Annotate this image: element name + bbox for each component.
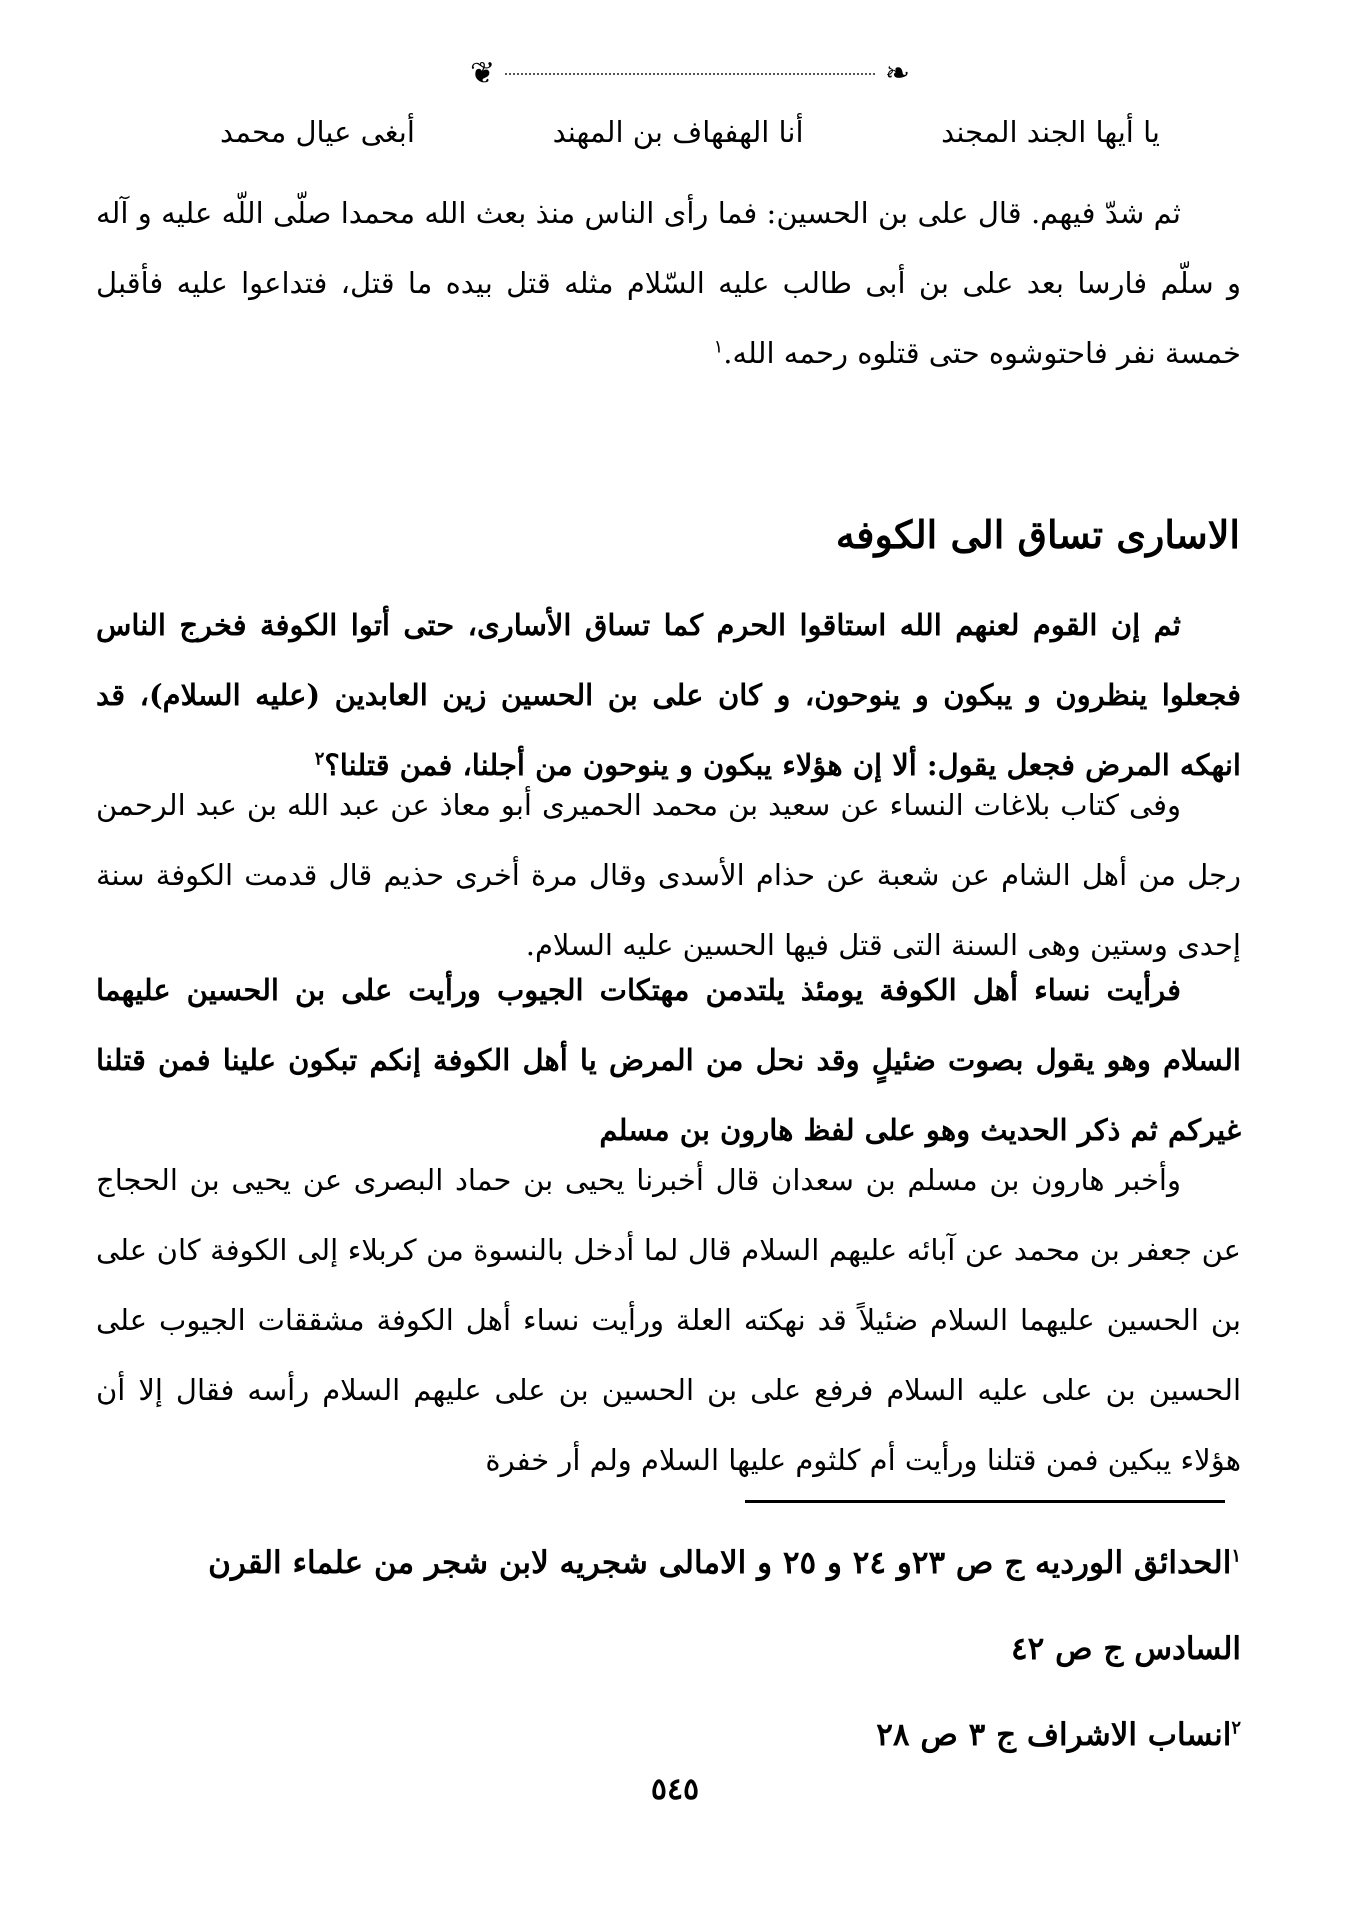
- section-paragraph-1: [96, 590, 1241, 800]
- footnote-1: [96, 1520, 1241, 1692]
- footnote-1-text: الحدائق الورديه ج ص ٢٣و ٢٤ و ٢٥ و الامالى شجريه لابن شجر من علماء القرن السادس ج ص ٤٢: [208, 1545, 1241, 1667]
- footnote-2-text: انساب الاشراف ج ٣ ص ٢٨: [876, 1717, 1232, 1753]
- intro-paragraph: [96, 178, 1241, 388]
- ornament-right-icon: ❧: [884, 56, 910, 91]
- verse-hemistich-1: يا أيها الجند المجند: [941, 115, 1160, 149]
- section-paragraph-4: وأخبر هارون بن مسلم بن سعدان قال أخبرنا يحيى بن حماد البصرى عن يحيى بن الحجاج عن جعفر بن محمد عن آبائه عليهم السلام قال لما أدخل بالنسوة من كربلاء إلى الكوفة كان على بن الحسين عليهما السلام ضئيلاً قد نهكته العلة ورأيت نساء أهل الكوفة مشققات الجيوب على الحسين بن على عليه السلام فرفع على بن الحسين بن على عليهم السلام رأسه فقال إلا أن هؤلاء يبكين فمن قتلنا ورأيت أم كلثوم عليها السلام ولم أر خفرة: [96, 1163, 1241, 1477]
- verse-hemistich-3: أبغى عيال محمد: [220, 115, 415, 149]
- intro-text: ثم شدّ فيهم. قال على بن الحسين: فما رأى الناس منذ بعث الله محمدا صلّى اللّه عليه و آله و سلّم فارسا بعد على بن أبى طالب عليه السّلام مثله قتل بيده ما قتل، فتداعوا عليه فأقبل خمسة نفر فاحتوشوه حتى قتلوه رحمه الله.: [96, 196, 1241, 370]
- footnote-2: [96, 1692, 1241, 1778]
- ornament-divider: [505, 73, 875, 75]
- page-number: ٥٤٥: [650, 1772, 700, 1807]
- footnote-ref-2: ٢: [314, 748, 325, 770]
- poem-verse: [220, 108, 1160, 156]
- paragraph-1-text: ثم إن القوم لعنهم الله استاقوا الحرم كما تساق الأسارى، حتى أتوا الكوفة فخرج الناس فجعلوا ينظرون و يبكون و ينوحون، و كان على بن الحسين زين العابدين (عليه السلام)، قد انهكه المرض فجعل يقول: ألا إن هؤلاء يبكون و ينوحون من أجلنا، فمن قتلنا؟: [96, 608, 1241, 782]
- section-paragraph-2: وفى كتاب بلاغات النساء عن سعيد بن محمد الحميرى أبو معاذ عن عبد الله بن عبد الرحمن رجل من أهل الشام عن شعبة عن حذام الأسدى وقال مرة أخرى حذيم قال قدمت الكوفة سنة إحدى وستين وهى السنة التى قتل فيها الحسين عليه السلام.: [96, 788, 1241, 962]
- footnote-ref-1: ١: [713, 336, 724, 358]
- section-heading: الاسارى تساق الى الكوفه: [835, 512, 1240, 557]
- ornament-left-icon: ❦: [470, 56, 496, 91]
- footnote-separator: [745, 1500, 1225, 1503]
- footnote-1-ref: ١: [1231, 1545, 1241, 1567]
- verse-hemistich-2: أنا الهفهاف بن المهند: [552, 115, 804, 149]
- header-ornament: [470, 56, 910, 92]
- footnote-2-ref: ٢: [1231, 1717, 1241, 1739]
- section-paragraph-3: فرأيت نساء أهل الكوفة يومئذ يلتدمن مهتكات الجيوب ورأيت على بن الحسين عليهما السلام وهو يقول بصوت ضئيلٍ وقد نحل من المرض يا أهل الكوفة إنكم تبكون علينا فمن قتلنا غيركم ثم ذكر الحديث وهو على لفظ هارون بن مسلم: [96, 973, 1241, 1147]
